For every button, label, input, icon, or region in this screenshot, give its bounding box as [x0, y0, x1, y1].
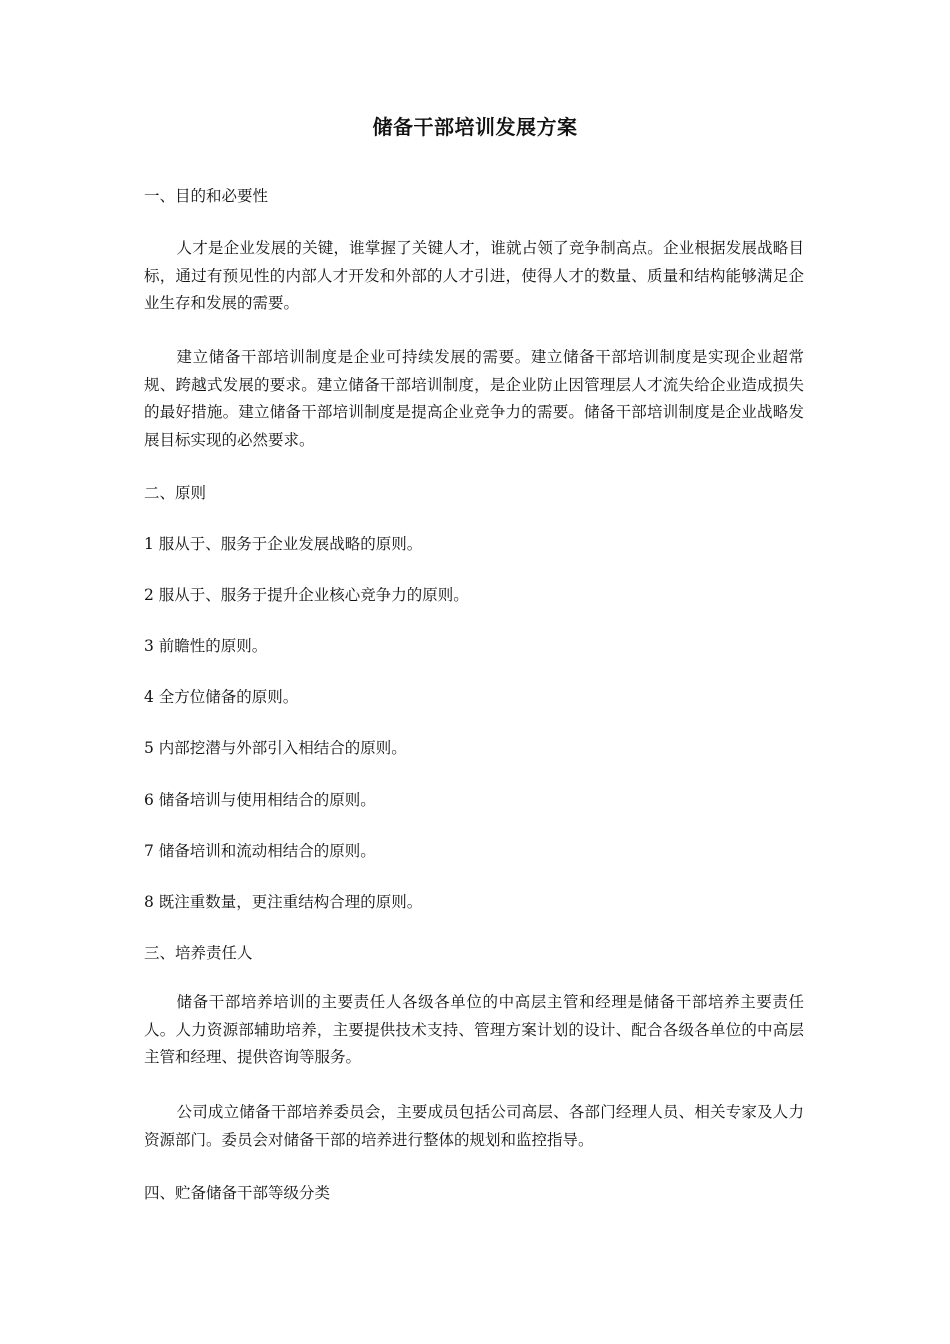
principle-item-5: 5 内部挖潜与外部引入相结合的原则。	[144, 739, 407, 757]
section-heading-responsible: 三、培养责任人	[144, 944, 253, 962]
principle-item-6: 6 储备培训与使用相结合的原则。	[144, 791, 376, 809]
document-title: 储备干部培训发展方案	[372, 115, 578, 139]
section-heading-purpose: 一、目的和必要性	[144, 187, 269, 205]
paragraph-purpose-2: 建立储备干部培训制度是企业可持续发展的需要。建立储备干部培训制度是实现企业超常规、跨越式发展的要求。建立储备干部培训制度，是企业防止因管理层人才流失给企业造成损失的最好措施。建立储备干部培训制度是提高企业竞争力的需要。储备干部培训制度是企业战略发展目标实现的必然要求。	[144, 348, 804, 449]
principle-item-8: 8 既注重数量，更注重结构合理的原则。	[144, 893, 423, 911]
paragraph-responsible-1: 储备干部培养培训的主要责任人各级各单位的中高层主管和经理是储备干部培养主要责任人。人力资源部辅助培养，主要提供技术支持、管理方案计划的设计、配合各级各单位的中高层主管和经理、提供咨询等服务。	[144, 993, 804, 1066]
section-heading-classification: 四、贮备储备干部等级分类	[144, 1184, 331, 1202]
principle-item-7: 7 储备培训和流动相结合的原则。	[144, 842, 376, 860]
principle-item-2: 2 服从于、服务于提升企业核心竞争力的原则。	[144, 586, 469, 604]
principle-item-4: 4 全方位储备的原则。	[144, 688, 299, 706]
paragraph-purpose-1: 人才是企业发展的关键，谁掌握了关键人才，谁就占领了竞争制高点。企业根据发展战略目标，通过有预见性的内部人才开发和外部的人才引进，使得人才的数量、质量和结构能够满足企业生存和发展的需要。	[144, 239, 804, 312]
principle-item-3: 3 前瞻性的原则。	[144, 637, 268, 655]
paragraph-responsible-2: 公司成立储备干部培养委员会，主要成员包括公司高层、各部门经理人员、相关专家及人力资源部门。委员会对储备干部的培养进行整体的规划和监控指导。	[144, 1103, 804, 1149]
principle-item-1: 1 服从于、服务于企业发展战略的原则。	[144, 535, 423, 553]
section-heading-principles: 二、原则	[144, 484, 207, 502]
